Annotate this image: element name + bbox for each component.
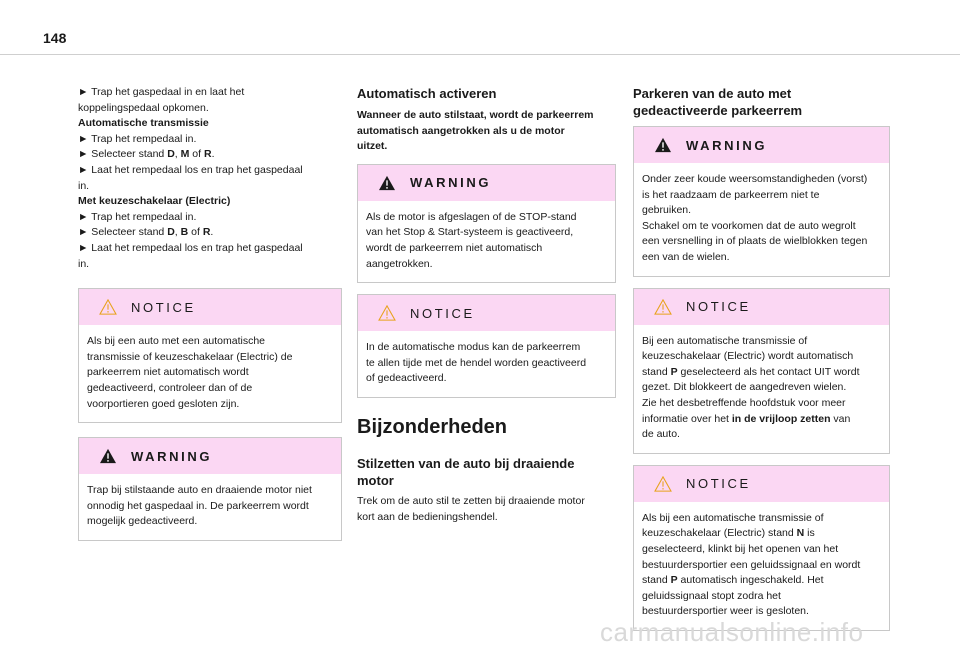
notice-triangle-icon — [654, 476, 672, 492]
warning-triangle-icon — [378, 175, 396, 191]
notice-title: NOTICE — [686, 476, 751, 492]
notice-header — [634, 466, 889, 502]
section-title: Bijzonderheden — [357, 415, 508, 438]
notice-triangle-icon — [654, 299, 672, 315]
warning-triangle-icon — [654, 137, 672, 153]
notice-box — [78, 288, 342, 423]
notice-box — [633, 288, 890, 454]
notice-title: NOTICE — [410, 305, 475, 321]
page-number: 148 — [43, 30, 67, 46]
column-1 — [78, 85, 342, 541]
notice-box — [633, 465, 890, 631]
warning-title: WARNING — [131, 448, 213, 464]
notice-body: Als bij een auto met een automatische transmissie of keuzeschakelaar (Electric) de parkeerrem niet automatisch wordt gedeactiveerd, controleer dan of de voorportieren goed gesloten zijn. — [87, 335, 293, 410]
warning-header — [634, 127, 889, 163]
warning-body: Onder zeer koude weersomstandigheden (vorst) is het raadzaam de parkeerrem niet te gebruiken. Schakel om te voorkomen dat de auto wegrolt een versnelling in of plaats de wielblokken tegen een van de wielen. — [642, 173, 868, 263]
section-heading: Parkeren van de auto met gedeactiveerde parkeerrem — [633, 86, 803, 118]
warning-box — [633, 126, 890, 277]
warning-header — [79, 438, 341, 474]
notice-body: Als bij een automatische transmissie of keuzeschakelaar (Electric) stand N is geselecteerd, klinkt bij het openen van het bestuurdersportier een geluidssignaal en wordt stand P automatisch ingeschakeld. Het geluidssignaal stopt zodra het bestuurdersportier weer is gesloten. — [642, 511, 861, 618]
warning-box — [357, 164, 616, 283]
sub-body: Trek om de auto stil te zetten bij draaiende motor kort aan de bedieningshendel. — [357, 494, 585, 523]
watermark: carmanualsonline.info — [600, 617, 864, 647]
lead-text: Wanneer de auto stilstaat, wordt de parkeerrem automatisch aangetrokken als u de motor uitzet. — [357, 109, 594, 153]
warning-title: WARNING — [410, 175, 492, 191]
notice-header — [358, 295, 615, 331]
warning-triangle-icon — [99, 448, 117, 464]
warning-box — [78, 437, 342, 541]
auto-transmission-title: Automatische transmissie — [78, 117, 209, 130]
notice-header — [79, 289, 341, 325]
electric-selector-title: Met keuzeschakelaar (Electric) — [78, 195, 231, 208]
notice-body: In de automatische modus kan de parkeerrem te allen tijde met de hendel worden geactiveerd of gedeactiveerd. — [366, 341, 587, 385]
notice-title: NOTICE — [131, 299, 196, 315]
warning-header — [358, 165, 615, 201]
notice-header — [634, 289, 889, 325]
section-heading: Automatisch activeren — [357, 86, 497, 101]
header-divider — [0, 54, 960, 55]
notice-title: NOTICE — [686, 299, 751, 315]
notice-triangle-icon — [378, 305, 396, 321]
notice-triangle-icon — [99, 299, 117, 315]
column-3 — [633, 85, 890, 631]
column-2 — [357, 85, 616, 525]
warning-title: WARNING — [686, 137, 768, 153]
warning-body: Als de motor is afgeslagen of de STOP-stand van het Stop & Start-systeem is geactiveerd, wordt de parkeerrem niet automatisch aangetrokken. — [366, 210, 577, 270]
warning-body: Trap bij stilstaande auto en draaiende motor niet onnodig het gaspedaal in. De parkeerrem wordt mogelijk gedeactiveerd. — [87, 484, 312, 528]
intro-text: ► Trap het gaspedaal in en laat het koppelingspedaal opkomen. Automatische transmissie ► Trap het rempedaal in. ► Selecteer stand D, M of R. ► Laat het rempedaal los en trap het gaspedaal in. Met keuzeschakelaar (Electric) ► Trap het rempedaal in. ► Selecteer stand D, B of R. ► Laat het rempedaal los en trap het gaspedaal in. — [78, 85, 342, 272]
sub-heading: Stilzetten van de auto bij draaiende motor — [357, 455, 575, 488]
notice-body: Bij een automatische transmissie of keuzeschakelaar (Electric) wordt automatisch stand P geselecteerd als het contact UIT wordt gezet. Dit blokkeert de aangedreven wielen. Zie het desbetreffende hoofdstuk voor meer informatie over het in de vrijloop zetten van de auto. — [642, 334, 860, 441]
notice-box — [357, 294, 616, 398]
